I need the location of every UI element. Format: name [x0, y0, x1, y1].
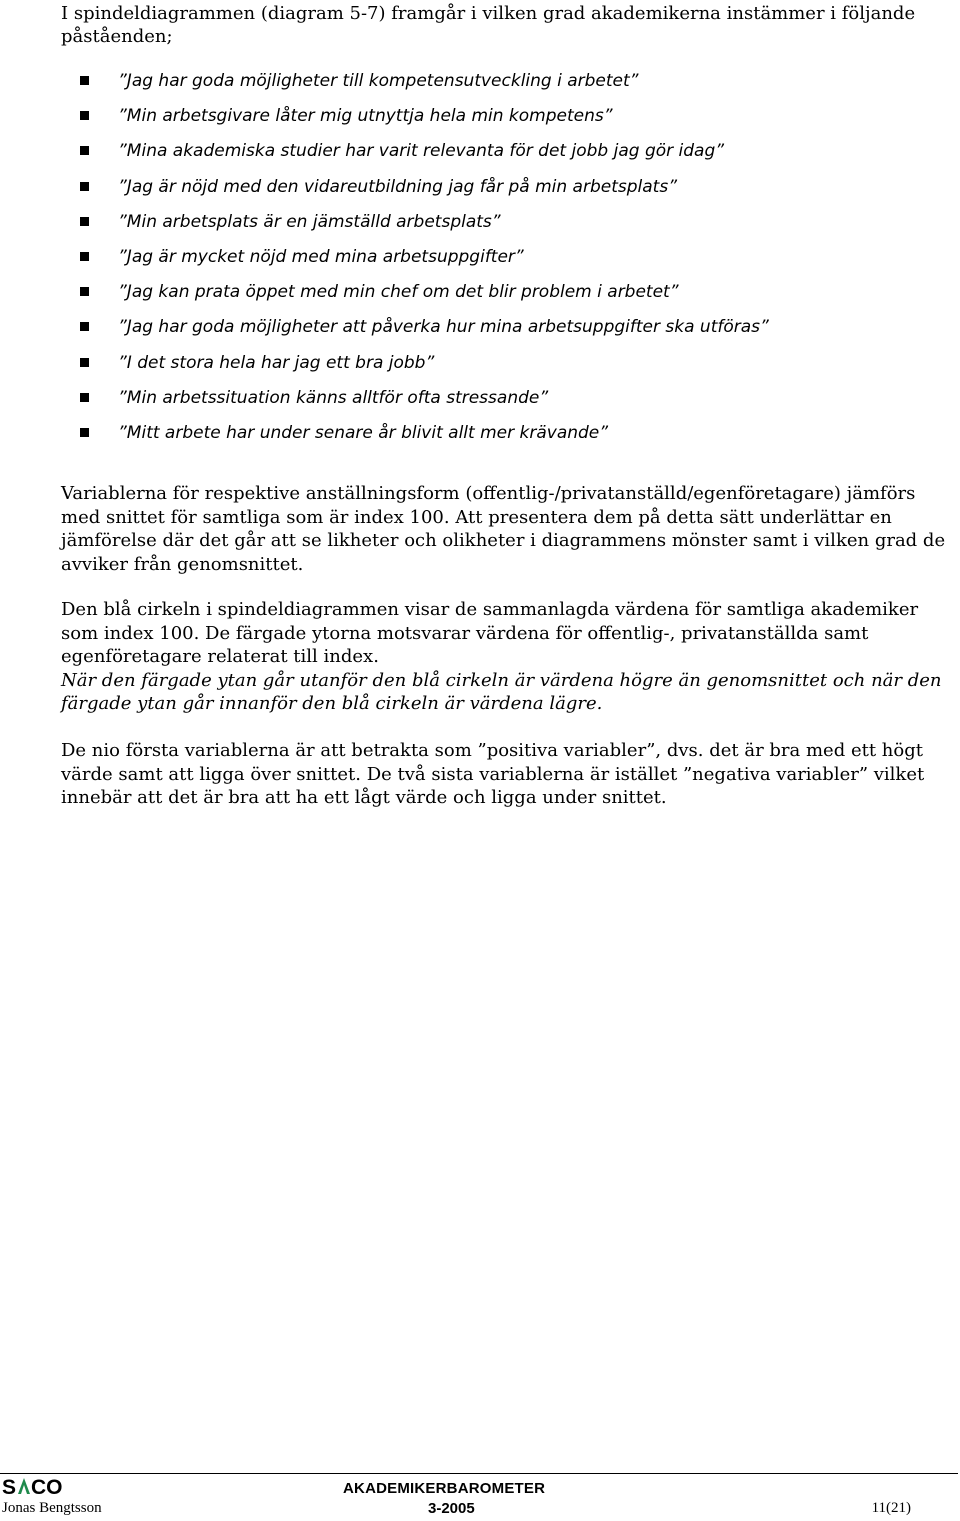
- svg-text:CO: CO: [31, 1476, 63, 1497]
- paragraph-variables: Variablerna för respektive anställningsform (offentlig-/privatanställd/egenföretagare) jämförs med snittet för samtliga som är index 100. Att presentera dem på detta sätt underlättar en jämförelse där det går att se likheter och olikheter i diagrammens mönster samt i vilken grad de avviker från genomsnittet.: [61, 483, 946, 575]
- list-item: [80, 246, 769, 281]
- footer-title: AKADEMIKERBAROMETER: [343, 1480, 546, 1497]
- page-number: 11(21): [871, 1500, 911, 1516]
- paragraph-italic-note: När den färgade ytan går utanför den blå cirkeln är värdena högre än genomsnittet och när den färgade ytan går innanför den blå cirkeln är värdena lägre.: [61, 669, 942, 714]
- list-item: [80, 422, 769, 457]
- svg-text:S: S: [2, 1476, 17, 1497]
- statement-text: ”Min arbetsgivare låter mig utnyttja hela min kompetens”: [118, 106, 613, 127]
- list-item: [80, 281, 769, 316]
- statement-text: ”Mina akademiska studier har varit relevanta för det jobb jag gör idag”: [118, 141, 725, 162]
- bullet-icon: [80, 182, 89, 191]
- list-item: [80, 70, 769, 105]
- paragraph-blue-circle-text: Den blå cirkeln i spindeldiagrammen visar de sammanlagda värdena för samtliga akademiker som index 100. De färgade ytorna motsvarar värdena för offentlig-, privatanställda samt egenföretagare relaterat till index.: [61, 599, 919, 667]
- bullet-icon: [80, 76, 89, 85]
- list-item: [80, 140, 769, 175]
- bullet-icon: [80, 217, 89, 226]
- intro-text: I spindeldiagrammen (diagram 5-7) framgår i vilken grad akademikerna instämmer i följande påståenden;: [61, 3, 916, 47]
- statement-text: ”Min arbetsplats är en jämställd arbetsplats”: [118, 211, 501, 232]
- footer-author: Jonas Bengtsson: [2, 1500, 102, 1516]
- list-item: [80, 211, 769, 246]
- bullet-icon: [80, 252, 89, 261]
- list-item: [80, 387, 769, 422]
- list-item: [80, 316, 769, 351]
- saco-logo: [2, 1475, 72, 1497]
- statement-list: [80, 70, 769, 457]
- statement-text: ”Min arbetssituation känns alltför ofta stressande”: [118, 387, 549, 408]
- statement-text: ”Jag har goda möjligheter att påverka hur mina arbetsuppgifter ska utföras”: [118, 317, 769, 338]
- footer-divider: [0, 1473, 958, 1474]
- statement-text: ”I det stora hela har jag ett bra jobb”: [118, 352, 435, 373]
- bullet-icon: [80, 393, 89, 402]
- list-item: [80, 352, 769, 387]
- bullet-icon: [80, 358, 89, 367]
- statement-text: ”Mitt arbete har under senare år blivit allt mer krävande”: [118, 422, 609, 443]
- statement-text: ”Jag är mycket nöjd med mina arbetsuppgifter”: [118, 246, 524, 267]
- paragraph-positive-negative: De nio första variablerna är att betrakta som ”positiva variabler”, dvs. det är bra med ett högt värde samt att ligga över snittet. De två sista variablerna är istället ”negativa variabler” vilket innebär att det är bra att ha ett lågt värde och ligga under snittet.: [61, 740, 925, 808]
- statement-text: ”Jag har goda möjligheter till kompetensutveckling i arbetet”: [118, 71, 639, 91]
- bullet-icon: [80, 322, 89, 331]
- bullet-icon: [80, 111, 89, 120]
- bullet-icon: [80, 428, 89, 437]
- list-item: [80, 105, 769, 140]
- bullet-icon: [80, 146, 89, 155]
- bullet-icon: [80, 287, 89, 296]
- paragraph-blue-circle: [61, 598, 951, 716]
- list-item: [80, 176, 769, 211]
- statement-text: ”Jag kan prata öppet med min chef om det blir problem i arbetet”: [118, 282, 679, 303]
- statement-text: ”Jag är nöjd med den vidareutbildning jag får på min arbetsplats”: [118, 176, 677, 197]
- footer-issue: 3-2005: [428, 1500, 475, 1517]
